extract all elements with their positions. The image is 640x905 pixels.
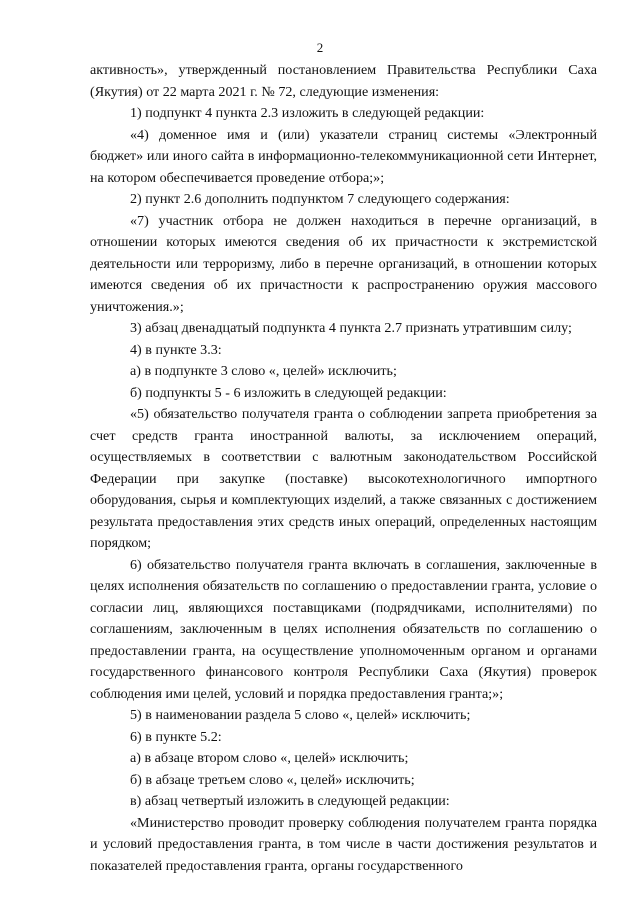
paragraph: активность», утвержденный постановлением Правительства Республики Саха (Якутия) от 22 марта 2021 г. № 72, следующие изменения: <box>90 62 597 100</box>
paragraph: б) подпункты 5 - 6 изложить в следующей редакции: <box>130 384 447 401</box>
paragraph: «Министерство проводит проверку соблюдения получателем гранта порядка и условий предоставления гранта, в том числе в части достижения результатов и показателей предоставления гранта, органы государственного <box>90 814 597 874</box>
paragraph: 4) в пункте 3.3: <box>130 341 222 358</box>
paragraph: 6) обязательство получателя гранта включать в соглашения, заключенные в целях исполнения обязательств по соглашению о предоставлении гранта, условие о согласии лиц, являющихся поставщиками (подрядчиками, исполнителями) по соглашениям, заключенным в целях исполнения обязательств по соглашению о предоставлении гранта, на осуществление уполномоченным органом и органами государственного финансового контроля Республики Саха (Якутия) проверок соблюдения ими целей, условий и порядка предоставления гранта;»; <box>90 556 597 702</box>
paragraph: б) в абзаце третьем слово «, целей» исключить; <box>130 771 415 788</box>
paragraph: в) абзац четвертый изложить в следующей редакции: <box>130 793 450 809</box>
paragraph: «7) участник отбора не должен находиться в перечне организаций, в отношении которых имеются сведения об их причастности к экстремистской деятельности или терроризму, либо в перечне организаций, в отношении которых имеются сведения об их причастности к распространению оружия массового уничтожения.»; <box>90 212 597 315</box>
paragraph: 6) в пункте 5.2: <box>130 728 222 745</box>
paragraph: а) в подпункте 3 слово «, целей» исключить; <box>130 363 397 379</box>
paragraph: 5) в наименовании раздела 5 слово «, целей» исключить; <box>130 707 471 723</box>
paragraph: «4) доменное имя и (или) указатели страниц системы «Электронный бюджет» или иного сайта в информационно-телекоммуникационной сети Интернет, на котором обеспечивается проведение отбора;»; <box>90 126 597 186</box>
paragraph: 1) подпункт 4 пункта 2.3 изложить в следующей редакции: <box>130 105 485 121</box>
paragraph: «5) обязательство получателя гранта о соблюдении запрета приобретения за счет средств гранта иностранной валюты, за исключением операций, осуществляемых в соответствии с валютным законодательством Российской Федерации при закупке (поставке) высокотехнологичного импортного оборудования, сырья и комплектующих изделий, а также связанных с достижением результата предоставления этих средств иных операций, определенных настоящим порядком; <box>90 406 597 551</box>
document-body <box>90 60 597 877</box>
paragraph: а) в абзаце втором слово «, целей» исключить; <box>130 750 409 766</box>
paragraph: 2) пункт 2.6 дополнить подпунктом 7 следующего содержания: <box>130 191 510 207</box>
paragraph: 3) абзац двенадцатый подпункта 4 пункта 2.7 признать утратившим силу; <box>130 320 572 336</box>
page-number: 2 <box>316 40 324 55</box>
